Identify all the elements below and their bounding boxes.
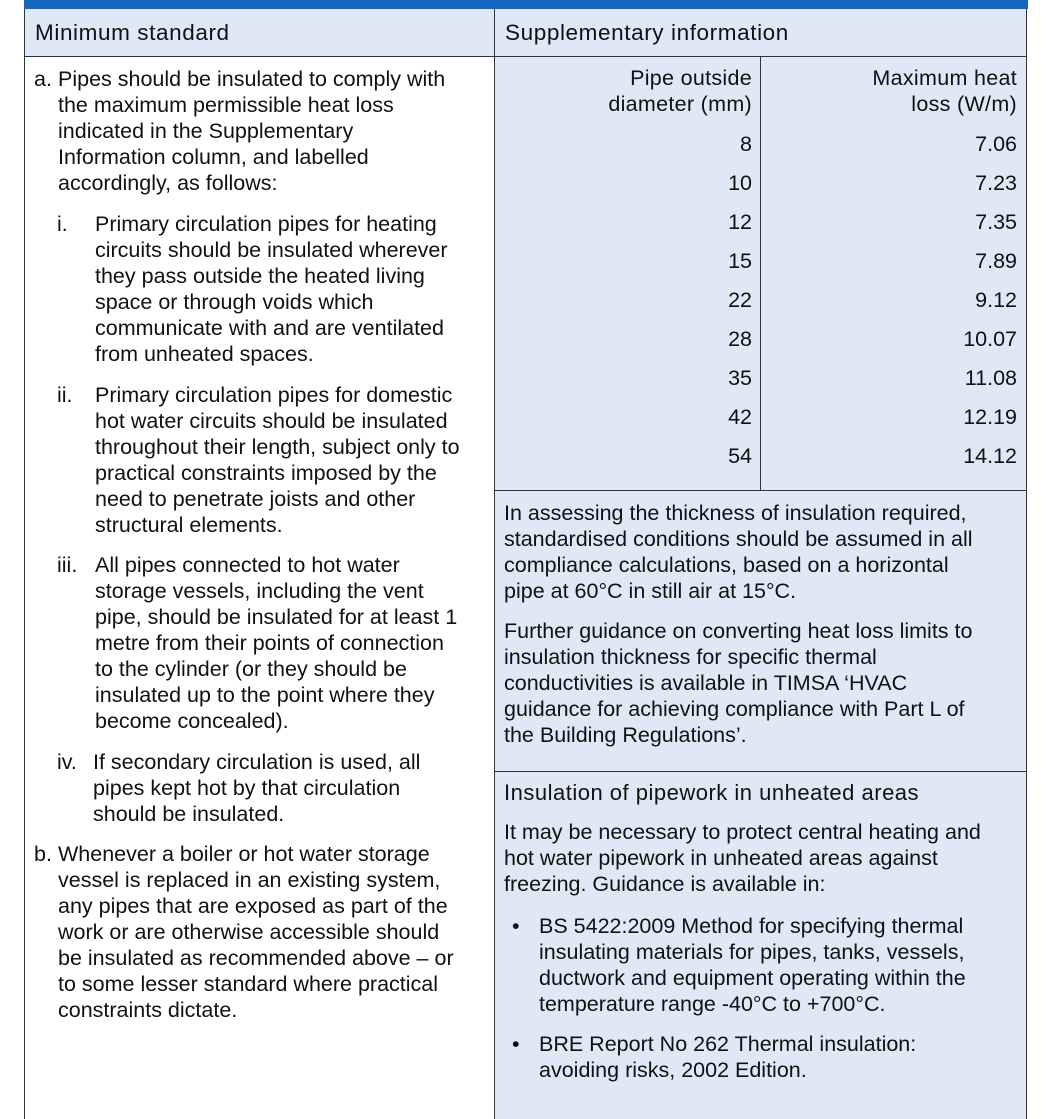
text-line: conductivities is available in TIMSA ‘HVAC <box>504 671 908 695</box>
table-cell-heat-loss: 11.08 <box>964 366 1017 390</box>
text-line: be insulated as recommended above – or <box>58 946 454 970</box>
bullet-item-bs5422 <box>539 913 1017 1017</box>
item-a-text <box>58 66 488 196</box>
text-line: hot water pipework in unheated areas against <box>504 846 938 870</box>
text-line: the Building Regulations’. <box>504 723 747 747</box>
text-line: practical constraints imposed by the <box>95 461 437 485</box>
sub-item-text <box>95 211 490 367</box>
text-line: become concealed). <box>95 709 289 733</box>
bullet-icon: • <box>512 1032 520 1056</box>
table-cell-heat-loss: 7.06 <box>975 132 1017 156</box>
table-column-divider <box>760 56 761 490</box>
sub-item-text <box>93 749 488 827</box>
text-line: metre from their points of connection <box>95 631 444 655</box>
text-line: the maximum permissible heat loss <box>58 93 394 117</box>
notes-bottom-border <box>494 771 1027 772</box>
sub-item-number: iii. <box>57 553 78 577</box>
table-cell-heat-loss: 7.35 <box>975 210 1017 234</box>
text-line: pipe at 60°C in still air at 15°C. <box>504 579 797 603</box>
header-line: loss (W/m) <box>911 92 1017 116</box>
text-line: Further guidance on converting heat loss limits to <box>504 619 973 643</box>
table-cell-diameter: 10 <box>728 171 752 195</box>
text-line: constraints dictate. <box>58 998 238 1022</box>
text-line: structural elements. <box>95 513 283 537</box>
text-line: Information column, and labelled <box>58 145 369 169</box>
text-line: communicate with and are ventilated <box>95 316 444 340</box>
note-paragraph-2 <box>504 618 1019 748</box>
header-line: diameter (mm) <box>608 92 752 116</box>
table-cell-diameter: 35 <box>728 366 752 390</box>
table-bottom-border <box>494 490 1027 491</box>
text-line: vessel is replaced in an existing system, <box>58 868 441 892</box>
header-line: Pipe outside <box>630 66 752 90</box>
text-line: ductwork and equipment operating within the <box>539 966 966 990</box>
text-line: compliance calculations, based on a horizontal <box>504 553 949 577</box>
header-line: Maximum heat <box>872 66 1017 90</box>
text-line: Whenever a boiler or hot water storage <box>58 842 430 866</box>
text-line: standardised conditions should be assumed in all <box>504 527 973 551</box>
text-line: pipe, should be insulated for at least 1 <box>95 605 458 629</box>
table-cell-diameter: 12 <box>728 210 752 234</box>
text-line: need to penetrate joists and other <box>95 487 416 511</box>
text-line: pipes kept hot by that circulation <box>93 776 401 800</box>
table-cell-diameter: 8 <box>740 132 752 156</box>
table-cell-diameter: 42 <box>728 405 752 429</box>
unheated-heading: Insulation of pipework in unheated areas <box>504 780 920 805</box>
sub-item-text <box>95 552 490 734</box>
text-line: Pipes should be insulated to comply with <box>58 67 446 91</box>
table-cell-heat-loss: 12.19 <box>963 405 1017 429</box>
text-line: Primary circulation pipes for heating <box>95 212 437 236</box>
text-line: All pipes connected to hot water <box>95 553 400 577</box>
table-cell-diameter: 15 <box>728 249 752 273</box>
table-cell-diameter: 54 <box>728 444 752 468</box>
text-line: Primary circulation pipes for domestic <box>95 383 453 407</box>
text-line: they pass outside the heated living <box>95 264 425 288</box>
text-line: BRE Report No 262 Thermal insulation: <box>539 1032 917 1056</box>
table-cell-diameter: 22 <box>728 288 752 312</box>
text-line: In assessing the thickness of insulation required, <box>504 501 967 525</box>
table-header-heat-loss <box>800 65 1017 117</box>
table-cell-heat-loss: 14.12 <box>963 444 1017 468</box>
item-b-text <box>58 841 488 1023</box>
unheated-intro <box>504 819 1019 897</box>
text-line: insulating materials for pipes, tanks, vessels, <box>539 940 965 964</box>
table-cell-heat-loss: 9.12 <box>975 288 1017 312</box>
sub-item-number: i. <box>57 212 68 236</box>
text-line: circuits should be insulated wherever <box>95 238 448 262</box>
sub-item-number: ii. <box>57 383 73 407</box>
item-b-letter: b. <box>34 842 52 866</box>
text-line: temperature range -40°C to +700°C. <box>539 992 886 1016</box>
text-line: hot water circuits should be insulated <box>95 409 448 433</box>
bullet-icon: • <box>512 914 520 938</box>
text-line: indicated in the Supplementary <box>58 119 354 143</box>
table-cell-diameter: 28 <box>728 327 752 351</box>
top-accent-bar <box>24 0 1028 9</box>
table-cell-heat-loss: 7.89 <box>975 249 1017 273</box>
sub-item-text <box>95 382 490 538</box>
text-line: BS 5422:2009 Method for specifying thermal <box>539 914 964 938</box>
text-line: insulation thickness for specific thermal <box>504 645 877 669</box>
text-line: should be insulated. <box>93 802 285 826</box>
table-cell-heat-loss: 7.23 <box>975 171 1017 195</box>
text-line: space or through voids which <box>95 290 374 314</box>
bullet-item-bre262 <box>539 1031 1017 1083</box>
text-line: to the cylinder (or they should be <box>95 657 407 681</box>
text-line: guidance for achieving compliance with Part L of <box>504 697 965 721</box>
frame-right-border <box>1026 9 1027 1119</box>
text-line: freezing. Guidance is available in: <box>504 872 826 896</box>
text-line: If secondary circulation is used, all <box>93 750 421 774</box>
table-header-diameter <box>540 65 752 117</box>
text-line: work or are otherwise accessible should <box>58 920 440 944</box>
header-minimum-standard: Minimum standard <box>35 20 230 45</box>
item-a-letter: a. <box>34 67 52 91</box>
note-paragraph-1 <box>504 500 1019 604</box>
text-line: storage vessels, including the vent <box>95 579 424 603</box>
text-line: any pipes that are exposed as part of the <box>58 894 448 918</box>
frame-left-border <box>24 9 25 1119</box>
text-line: insulated up to the point where they <box>95 683 435 707</box>
text-line: from unheated spaces. <box>95 342 314 366</box>
text-line: avoiding risks, 2002 Edition. <box>539 1058 807 1082</box>
header-supplementary-information: Supplementary information <box>505 20 789 45</box>
text-line: throughout their length, subject only to <box>95 435 460 459</box>
text-line: accordingly, as follows: <box>58 171 278 195</box>
column-divider <box>494 9 495 1119</box>
text-line: to some lesser standard where practical <box>58 972 439 996</box>
text-line: It may be necessary to protect central heating and <box>504 820 981 844</box>
sub-item-number: iv. <box>57 750 77 774</box>
table-cell-heat-loss: 10.07 <box>963 327 1017 351</box>
header-bottom-border <box>24 56 1027 57</box>
